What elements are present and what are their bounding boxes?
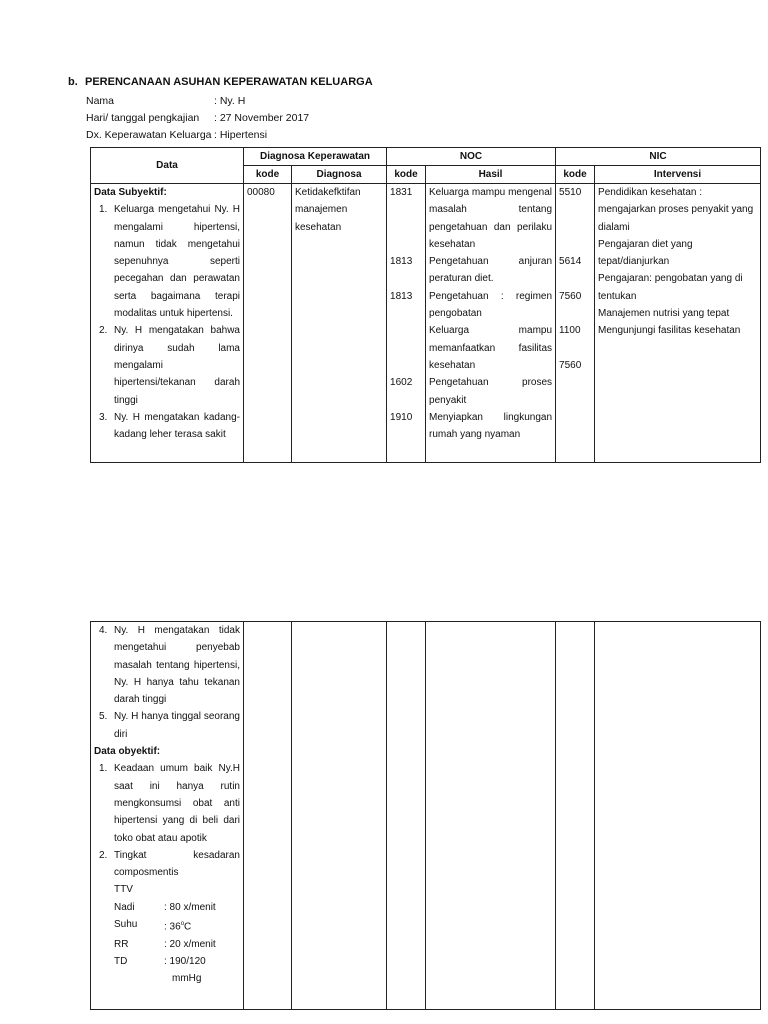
header-kode: kode (556, 166, 595, 184)
empty-cell (426, 622, 556, 1010)
ttv-row: Nadi : 80 x/menit (114, 901, 216, 913)
nic-kode: 7560 (559, 359, 582, 371)
subjektif-label: Data Subyektif: (94, 187, 167, 198)
care-plan-table-continued (90, 621, 761, 1010)
section-letter: b. (68, 76, 78, 88)
list-item: 1. Keadaan umum baik Ny.H saat ini hanya rutin mengkonsumsi obat anti hipertensi yang di beli dari toko obat atau apotik (99, 763, 240, 844)
nic-intervensi-item: Pengajaran diet yang tepat/dianjurkan (598, 238, 693, 268)
list-item: 1. Keluarga mengetahui Ny. H mengalami hipertensi, namun tidak mengetahui sepenuhnya seperti pecegahan dan perawatan serta bagaimana terapi modalitas untuk hipertensi. (99, 204, 240, 320)
nic-kode: 1100 (559, 325, 581, 337)
empty-cell (556, 622, 595, 1010)
nic-kode: 5614 (559, 256, 582, 268)
nic-intervensi-item: Mengunjungi fasilitas kesehatan (598, 325, 741, 337)
header-intervensi: Intervensi (595, 166, 761, 184)
info-row-nama (86, 95, 245, 107)
list-item: 2. Ny. H mengatakan bahwa dirinya sudah lama mengalami hipertensi/tekanan darah tinggi (99, 325, 240, 406)
header-diagnosa: Diagnosa (292, 166, 387, 184)
empty-cell (244, 622, 292, 1010)
list-item: 4. Ny. H mengatakan tidak mengetahui penyebab masalah tentang hipertensi, Ny. H hanya tahu tekanan darah tinggi (99, 625, 240, 706)
noc-kode: 1602 (390, 377, 413, 389)
noc-kode: 1813 (390, 256, 413, 268)
info-label: Hari/ tanggal pengkajian (86, 112, 200, 124)
noc-kode: 1910 (390, 411, 413, 423)
empty-cell (595, 622, 761, 1010)
noc-hasil-item: Pengetahuan anjuran peraturan diet. (429, 256, 553, 285)
header-diagnosa-keperawatan: Diagnosa Keperawatan (244, 148, 387, 166)
care-plan-table (90, 147, 761, 463)
header-hasil: Hasil (426, 166, 556, 184)
nic-intervensi-item: Manajemen nutrisi yang tepat (598, 308, 730, 320)
ttv-row: RR : 20 x/menit (114, 938, 216, 950)
header-noc: NOC (387, 148, 556, 166)
td-unit: mmHg (172, 973, 202, 985)
header-kode: kode (387, 166, 426, 184)
nic-kode-cell (556, 184, 595, 463)
info-label: Nama (86, 95, 115, 107)
section-title: PERENCANAAN ASUHAN KEPERAWATAN KELUARGA (85, 76, 373, 88)
noc-hasil-cell (426, 184, 556, 463)
empty-cell (387, 622, 426, 1010)
noc-kode: 1813 (390, 290, 413, 302)
info-row-diagnosis (86, 129, 267, 141)
diagnosa-cell (292, 184, 387, 463)
info-value: : Hipertensi (214, 129, 268, 141)
empty-cell (292, 622, 387, 1010)
ttv-row: Suhu : 36$^o$C (114, 919, 192, 933)
list-item: 5. Ny. H hanya tinggal seorang diri (99, 711, 240, 740)
nic-intervensi-item: Pengajaran: pengobatan yang di tentukan (598, 273, 743, 302)
list-item: 2. Tingkat kesadaran composmentis (99, 849, 240, 879)
info-value: : Ny. H (214, 95, 246, 107)
nic-intervensi-cell (595, 184, 761, 463)
list-item: 3. Ny. H mengatakan kadang-kadang leher terasa sakit (99, 411, 240, 441)
data-cell (91, 184, 244, 463)
data-cell (91, 622, 244, 1010)
nic-kode: 7560 (559, 290, 582, 302)
info-row-tanggal (86, 112, 309, 124)
noc-hasil-item: Menyiapkan lingkungan rumah yang nyaman (429, 411, 553, 441)
ttv-label: TTV (114, 884, 133, 896)
noc-hasil-item: Keluarga mampu mengenal masalah tentang pengetahuan dan perilaku kesehatan (429, 187, 553, 250)
header-kode: kode (244, 166, 292, 184)
diagnosa-kode: 00080 (247, 187, 275, 198)
noc-kode-cell (387, 184, 426, 463)
noc-hasil-item: Pengetahuan : regimen pengobatan (429, 290, 553, 320)
noc-hasil-item: Keluarga mampu memanfaatkan fasilitas kesehatan (429, 325, 553, 371)
nic-intervensi-item: Pendidikan kesehatan : mengajarkan proses penyakit yang dialami (598, 187, 754, 233)
section-heading (68, 76, 373, 88)
ttv-row: TD : 190/120 (114, 955, 206, 967)
noc-kode: 1831 (390, 187, 413, 198)
noc-hasil-item: Pengetahuan proses penyakit (429, 377, 553, 406)
info-label: Dx. Keperawatan Keluarga (86, 129, 212, 141)
obyektif-label: Data obyektif: (94, 746, 161, 758)
header-data: Data (91, 148, 244, 184)
diagnosa-text: Ketidakefktifan manajemen kesehatan (295, 187, 361, 233)
nic-kode: 5510 (559, 187, 582, 198)
info-value: : 27 November 2017 (214, 112, 310, 124)
header-nic: NIC (556, 148, 761, 166)
diagnosa-kode-cell (244, 184, 292, 463)
